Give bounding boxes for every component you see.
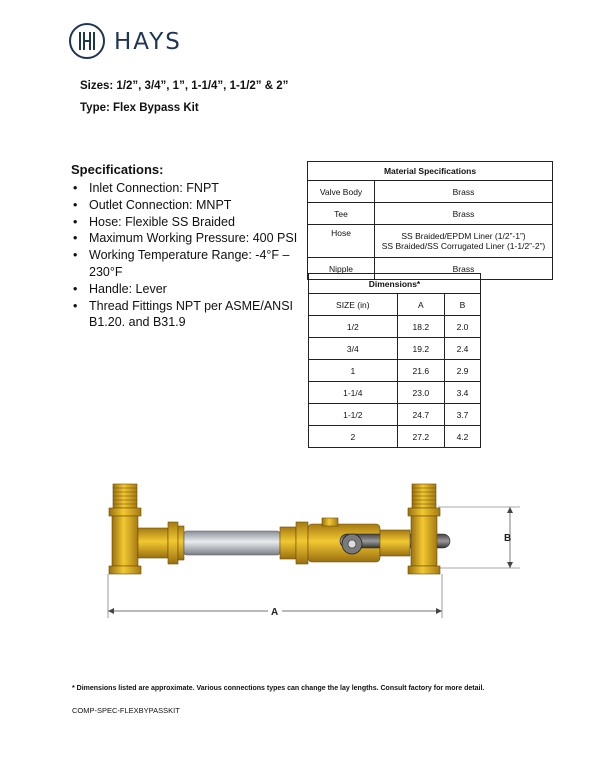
column-header: A — [397, 294, 444, 316]
table-cell: 1/2 — [309, 316, 398, 338]
spec-item: • Inlet Connection: FNPT — [71, 180, 306, 197]
table-cell: 18.2 — [397, 316, 444, 338]
table-cell: 2.4 — [445, 338, 481, 360]
document-id: COMP-SPEC-FLEXBYPASSKIT — [72, 706, 180, 715]
table-row — [309, 316, 481, 338]
table-row — [308, 203, 553, 225]
table-cell: 2.0 — [445, 316, 481, 338]
column-header: SIZE (in) — [309, 294, 398, 316]
table-cell: 21.6 — [397, 360, 444, 382]
right-tee — [408, 484, 440, 574]
dimension-b — [438, 507, 520, 568]
material-value: Brass — [375, 258, 553, 280]
dimensions-table — [308, 273, 481, 448]
table-cell: 1 — [309, 360, 398, 382]
spec-item: • Maximum Working Pressure: 400 PSI — [71, 230, 306, 247]
table-cell: 2 — [309, 426, 398, 448]
table-row — [309, 360, 481, 382]
hays-logo — [68, 22, 200, 64]
table-cell: 1-1/4 — [309, 382, 398, 404]
hays-logo-mark-icon — [68, 22, 106, 60]
flex-bypass-kit-drawing — [90, 478, 540, 628]
table-header-row — [309, 294, 481, 316]
type-line: Type: Flex Bypass Kit — [80, 102, 199, 114]
table-cell: 24.7 — [397, 404, 444, 426]
specifications-title: Specifications: — [71, 162, 164, 177]
material-value: Brass — [375, 203, 553, 225]
table-cell: 23.0 — [397, 382, 444, 404]
column-header: B — [445, 294, 481, 316]
spec-item: • Working Temperature Range: -4°F – 230°F — [71, 247, 306, 281]
left-union — [168, 522, 184, 564]
table-cell: 3.4 — [445, 382, 481, 404]
dimension-a — [108, 574, 442, 618]
braided-hose — [184, 531, 280, 555]
material-label: Nipple — [308, 258, 375, 280]
left-tee — [109, 484, 168, 574]
dim-b-label: B — [504, 533, 512, 544]
material-label: Hose — [308, 225, 375, 258]
brand-name: HAYS — [114, 29, 182, 55]
spec-item: • Thread Fittings NPT per ASME/ANSI B1.20. and B31.9 — [71, 298, 306, 332]
table-row — [308, 181, 553, 203]
table-cell: 27.2 — [397, 426, 444, 448]
material-value — [375, 225, 553, 258]
hose-liner-large: SS Braided/SS Corrugated Liner (1-1/2”-2”) — [381, 241, 546, 251]
table-cell: 2.9 — [445, 360, 481, 382]
table-row — [308, 225, 553, 258]
table-row — [309, 382, 481, 404]
footnote: * Dimensions listed are approximate. Various connections types can change the lay lengths. Consult factory for more detail. — [72, 685, 485, 692]
table-cell: 3.7 — [445, 404, 481, 426]
right-union — [280, 522, 308, 564]
sizes-line: Sizes: 1/2”, 3/4”, 1”, 1-1/4”, 1-1/2” & 2” — [80, 80, 289, 92]
table-cell: 3/4 — [309, 338, 398, 360]
dimensions-table-title: Dimensions* — [309, 274, 481, 294]
table-cell: 1-1/2 — [309, 404, 398, 426]
table-cell: 19.2 — [397, 338, 444, 360]
dim-a-label: A — [271, 607, 279, 618]
table-row — [309, 426, 481, 448]
table-row — [309, 338, 481, 360]
spec-item: • Hose: Flexible SS Braided — [71, 214, 306, 231]
material-specifications-table — [307, 161, 553, 280]
specifications-list — [71, 180, 306, 331]
material-value: Brass — [375, 181, 553, 203]
spec-item: • Outlet Connection: MNPT — [71, 197, 306, 214]
material-label: Valve Body — [308, 181, 375, 203]
material-label: Tee — [308, 203, 375, 225]
spec-item: • Handle: Lever — [71, 281, 306, 298]
hose-liner-small: SS Braided/EPDM Liner (1/2”-1”) — [401, 231, 526, 241]
table-cell: 4.2 — [445, 426, 481, 448]
table-row — [309, 404, 481, 426]
material-table-title: Material Specifications — [308, 162, 553, 181]
